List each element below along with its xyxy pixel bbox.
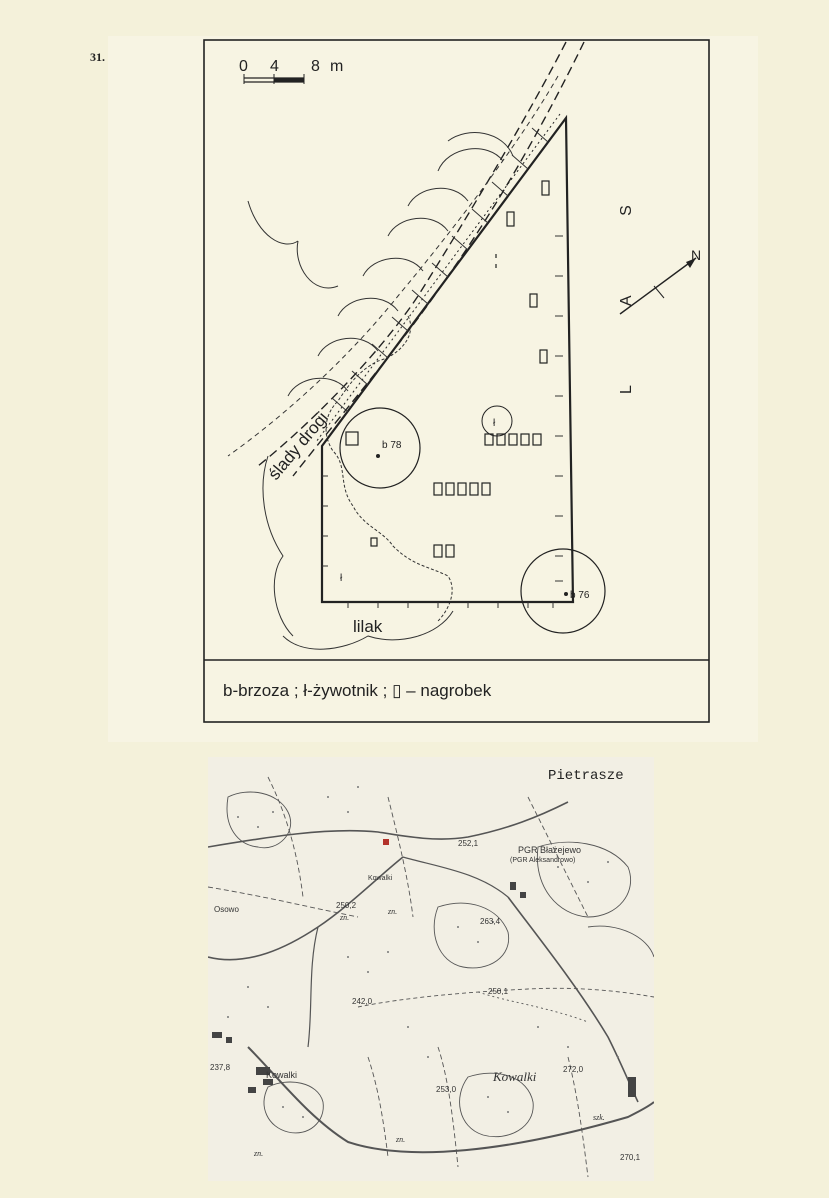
scale-tick-0: 0 [239, 58, 248, 75]
lilac-bush-outline [326, 316, 452, 621]
map-height-252-1: 252,1 [458, 839, 479, 848]
page-number: 31. [90, 50, 105, 64]
map-height-272-0: 272,0 [563, 1065, 584, 1074]
plan-drawing [108, 36, 758, 742]
plan-legend: b-brzoza ; ł-żywotnik ; ▯ – nagrobek [223, 681, 492, 700]
map-height-263-4: 263,4 [480, 917, 501, 926]
map-drawing [208, 757, 654, 1181]
thuja-label-b: ł [340, 573, 343, 584]
scale-unit: m [330, 58, 344, 75]
map-label-szk: szk. [593, 1113, 605, 1122]
east-fence-ticks [555, 236, 563, 581]
scale-tick-8: 8 [311, 58, 320, 75]
map-label-kowalki-small: Kowalki [368, 875, 393, 882]
map-label-zn-1: zn. [340, 913, 350, 922]
map-height-237-8: 237,8 [210, 1063, 231, 1072]
thuja-label-a: ł [493, 418, 496, 429]
scale-tick-4: 4 [270, 58, 279, 75]
map-title: Pietrasze [548, 768, 624, 784]
map-label-osowo: Osowo [214, 905, 239, 914]
birch-b78-canopy [340, 408, 420, 488]
birch-label-b78: b 78 [382, 440, 402, 451]
map-label-kowalki-big: Kowalki [493, 1069, 537, 1084]
map-label-zn-3: zn. [396, 1135, 406, 1144]
cemetery-plan [108, 36, 758, 742]
map-height-270-1: 270,1 [620, 1153, 641, 1162]
birch-label-b76: b 76 [570, 590, 590, 601]
forest-label: L A S [618, 167, 635, 394]
birch-b76-canopy [521, 549, 605, 633]
thuja-canopy [482, 406, 512, 436]
cemetery-boundary [322, 118, 573, 602]
cemetery-location-marker [383, 839, 389, 845]
road-trace-line-b [293, 42, 584, 476]
road-traces-label: ślady drogi [264, 408, 332, 484]
gravestones [346, 181, 549, 557]
map-height-253-0: 253,0 [436, 1085, 457, 1094]
map-label-kowalki-town: Kowalki [266, 1070, 298, 1080]
lilac-label: lilak [353, 617, 383, 636]
road-trace-line-a [258, 42, 566, 466]
map-label-zn-2: zn. [388, 907, 398, 916]
road-trace-line-c [228, 76, 558, 456]
map-height-242-0: 242,0 [352, 997, 373, 1006]
scale-bar [244, 74, 304, 84]
topographic-map [208, 757, 654, 1181]
map-height-250-1: 250,1 [488, 987, 509, 996]
map-road-south [248, 1047, 654, 1152]
map-label-zn-4: zn. [254, 1149, 264, 1158]
map-label-pgr-sub: (PGR Aleksandrowo) [510, 857, 576, 864]
map-height-250-2: 250,2 [336, 901, 357, 910]
map-label-pgr: PGR Błażejewo [518, 845, 582, 855]
north-label: N [691, 247, 702, 263]
